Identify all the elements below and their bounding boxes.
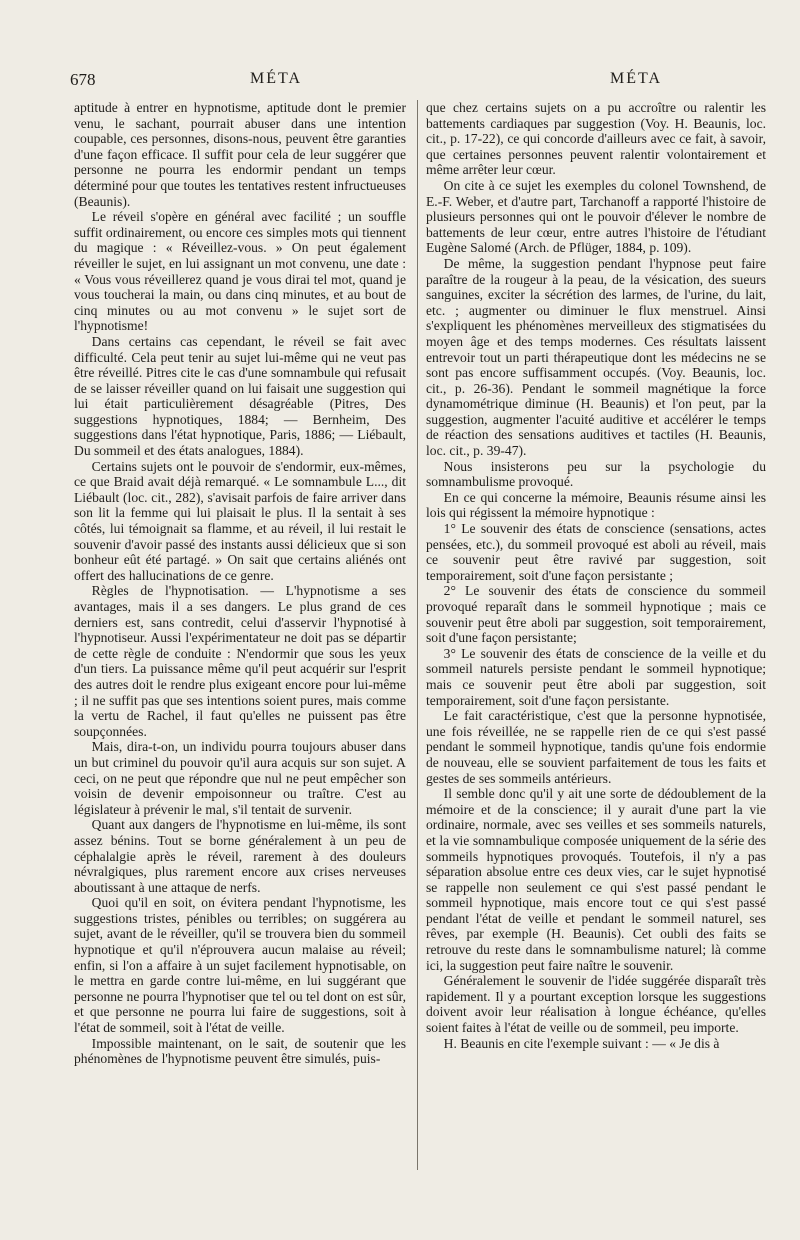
paragraph: H. Beaunis en cite l'exemple suivant : — « Je dis à [443,1035,720,1051]
page-number: 678 [70,70,96,89]
list-item-1: 1° Le souvenir des états de conscience (sensations, actes pensées, etc.), du sommeil provoqué est aboli au réveil, mais ce souvenir peut être ravivé par suggestion, soit temporairement, soit d'une façon persistante ; [426,521,766,583]
paragraph: Quoi qu'il en soit, on évitera pendant l'hypnotisme, les suggestions tristes, pénibles ou terribles; on suggérera au sujet, avant de le réveiller, qu'il se trouvera bien du sommeil hypnotique et qu'il n'éprouvera aucun malaise au réveil; enfin, si l'on a affaire à un sujet facilement hypnotisable, on le mettra en garde contre lui-même, en lui suggérant que personne ne pourra l'hypnotiser que tel ou tel dont on est sûr, et que personne ne pourra lui faire de suggestions, soit à l'état de sommeil, soit à l'état de veille. [74,895,406,1036]
paragraph: Impossible maintenant, on le sait, de soutenir que les phénomènes de l'hypnotisme peuvent être simulés, puis- [74,1035,406,1067]
paragraph: Certains sujets ont le pouvoir de s'endormir, eux-mêmes, ce que Braid avait déjà remarqué. « Le somnambule L..., dit Liébault (loc. cit., 282), s'avisait parfois de faire arriver dans son lit la femme qui lui plaisait le plus. Il la sentait à ses côtés, lui témoignait sa flamme, et au réveil, il lui restait le souvenir d'avoir passé des instants aussi délicieux que si son bonheur eût été partagé. » On sait que certains aliénés ont offert des hallucinations de ce genre. [74,458,406,583]
paragraph: On cite à ce sujet les exemples du colonel Townshend, de E.-F. Weber, et d'autre part, Tarchanoff a rapporté l'histoire de plusieurs personnes qui ont le pouvoir d'élever le nombre de battements de leur cœur, entre autres l'histoire de l'étudiant Eugène Salomé (Arch. de Pflüger, 1884, p. 109). [426,177,766,256]
paragraph: Le fait caractéristique, c'est que la personne hypnotisée, une fois réveillée, ne se rappelle rien de ce qui s'est passé pendant le sommeil hypnotique, tandis qu'une fois endormie de nouveau, elle se souvient parfaitement de tous les faits et gestes de ses sommeils antérieurs. [426,708,766,786]
list-item-2: 2° Le souvenir des états de conscience du sommeil provoqué reparaît dans le sommeil hypnotique ; mais ce souvenir peut être aboli par suggestion, soit temporairement, soit d'une façon persistante; [426,583,766,646]
paragraph: Dans certains cas cependant, le réveil se fait avec difficulté. Cela peut tenir au sujet lui-même qui ne veut pas être réveillé. Pitres cite le cas d'une somnambule qui refusait de se laisser réveiller quand on lui faisait une suggestion qui lui était particulièrement désagréable (Pitres, Des suggestions hypnotiques, 1884; — Bernheim, Des suggestions dans l'état hypnotique, Paris, 1886; — Liébault, Du sommeil et des états analogues, 1884). [74,333,406,459]
paragraph: Généralement le souvenir de l'idée suggérée disparaît très rapidement. Il y a pourtant exception lorsque les suggestions doivent avoir leur réalisation à longue échéance, qu'elles soient faites à l'état de veille ou de sommeil, peu importe. [426,973,766,1036]
running-title-left: MÉTA [250,70,303,87]
page-header [70,70,760,92]
paragraph: Quant aux dangers de l'hypnotisme en lui-même, ils sont assez bénins. Tout se borne généralement à un peu de céphalalgie après le réveil, rarement à des douleurs névralgiques, plus rarement encore aux crises nerveuses aboutissant à une attaque de nerfs. [74,817,406,895]
list-item-3: 3° Le souvenir des états de conscience de la veille et du sommeil naturels persiste pendant le sommeil hypnotique; mais ce souvenir peut être aboli par suggestion, soit temporairement, soit d'une façon persistante. [426,645,766,708]
section-paragraph-regles: Règles de l'hypnotisation. — L'hypnotisme a ses avantages, mais il a ses dangers. Le plus grand de ces derniers est, sans contredit, celui d'asservir l'hypnotisé à l'hypnotiseur. Aussi l'expérimentateur ne doit pas se départir de cette règle de conduite : N'endormir que sous les yeux d'un tiers. La puissance même qu'il peut acquérir sur l'esprit des autres doit le rendre plus exigeant encore pour lui-même ; il ne suffit pas que ses intentions soient pures, mais comme la vertu de Rachel, il faut qu'elles ne puissent pas être soupçonnées. [74,583,406,739]
paragraph: Le réveil s'opère en général avec facilité ; un souffle suffit ordinairement, ou encore ces simples mots qui tiennent du magique : « Réveillez-vous. » On peut également réveiller le sujet, en lui assignant un mot convenu, une date : « Vous vous réveillerez quand je vous dirai tel mot, quand je vous toucherai la main, ou dans cinq minutes, et au bout de cinq minutes ou au mot convenu » le sujet sort de l'hypnotisme! [74,209,406,334]
column-divider [417,100,418,1170]
paragraph: Mais, dira-t-on, un individu pourra toujours abuser dans un but criminel du pouvoir qu'il aura acquis sur son sujet. A ceci, on ne peut que répondre que nul ne peut empêcher son voisin de devenir empoisonneur ou traître. C'est au législateur à prévenir le mal, s'il tentait de survenir. [74,739,406,817]
paragraph: que chez certains sujets on a pu accroître ou ralentir les battements cardiaques par suggestion (Voy. H. Beaunis, loc. cit., p. 17-22), ce qui concorde d'ailleurs avec ce fait, à savoir, que certaines personnes peuvent ralentir volontairement et même arrêter leur cœur. [426,100,766,178]
paragraph: aptitude à entrer en hypnotisme, aptitude dont le premier venu, le sachant, pourrait abuser dans une intention coupable, ces personnes, disons-nous, peuvent être garanties d'une façon efficace. Il suffit pour cela de leur suggérer que personne ne pourra les endormir pendant un temps déterminé pour que toutes les tentatives restent infructueuses (Beaunis). [74,100,406,209]
left-column [74,100,406,1067]
paragraph: De même, la suggestion pendant l'hypnose peut faire paraître de la rougeur à la peau, de la vésication, des sueurs sanguines, exciter la sécrétion des larmes, de l'urine, du lait, etc. ; augmenter ou diminuer le flux menstruel. Ainsi s'expliquent les phénomènes merveilleux des stigmatisées du moyen âge et des temps modernes. Ces résultats laissent entrevoir tout un parti thérapeutique dont les médecins ne se sont pas encore suffisamment occupés. (Voy. Beaunis, loc. cit., p. 26-36). Pendant le sommeil magnétique la force dynamométrique diminue (H. Beaunis) et l'on peut, par la suggestion, augmenter l'acuité auditive et accélérer le temps de réaction des sensations auditives et tactiles (H. Beaunis, loc. cit., p. 39-47). [426,255,766,459]
paragraph: Nous insisterons peu sur la psychologie du somnambulisme provoqué. [426,458,766,490]
paragraph: En ce qui concerne la mémoire, Beaunis résume ainsi les lois qui régissent la mémoire hypnotique : [426,489,766,521]
right-column [426,100,766,1051]
running-title-right: MÉTA [610,70,663,87]
paragraph: Il semble donc qu'il y ait une sorte de dédoublement de la mémoire et de la conscience; il y aurait d'une part la vie ordinaire, normale, avec ses veilles et ses sommeils naturels, et la vie somnambulique composée uniquement de la série des sommeils hypnotiques provoqués. Toutefois, il n'y a pas séparation absolue entre ces deux vies, car le sujet hypnotisé se rappelle non seulement ce qui s'est passé pendant le sommeil hypnotique, mais encore tout ce qui s'est passé pendant l'état de veille et pendant le sommeil naturel, ses rêves, par exemple (H. Beaunis). Cet oubli des faits se retrouve du reste dans le somnambulisme naturel; là comme ici, la suggestion peut faire naître le souvenir. [426,786,766,973]
